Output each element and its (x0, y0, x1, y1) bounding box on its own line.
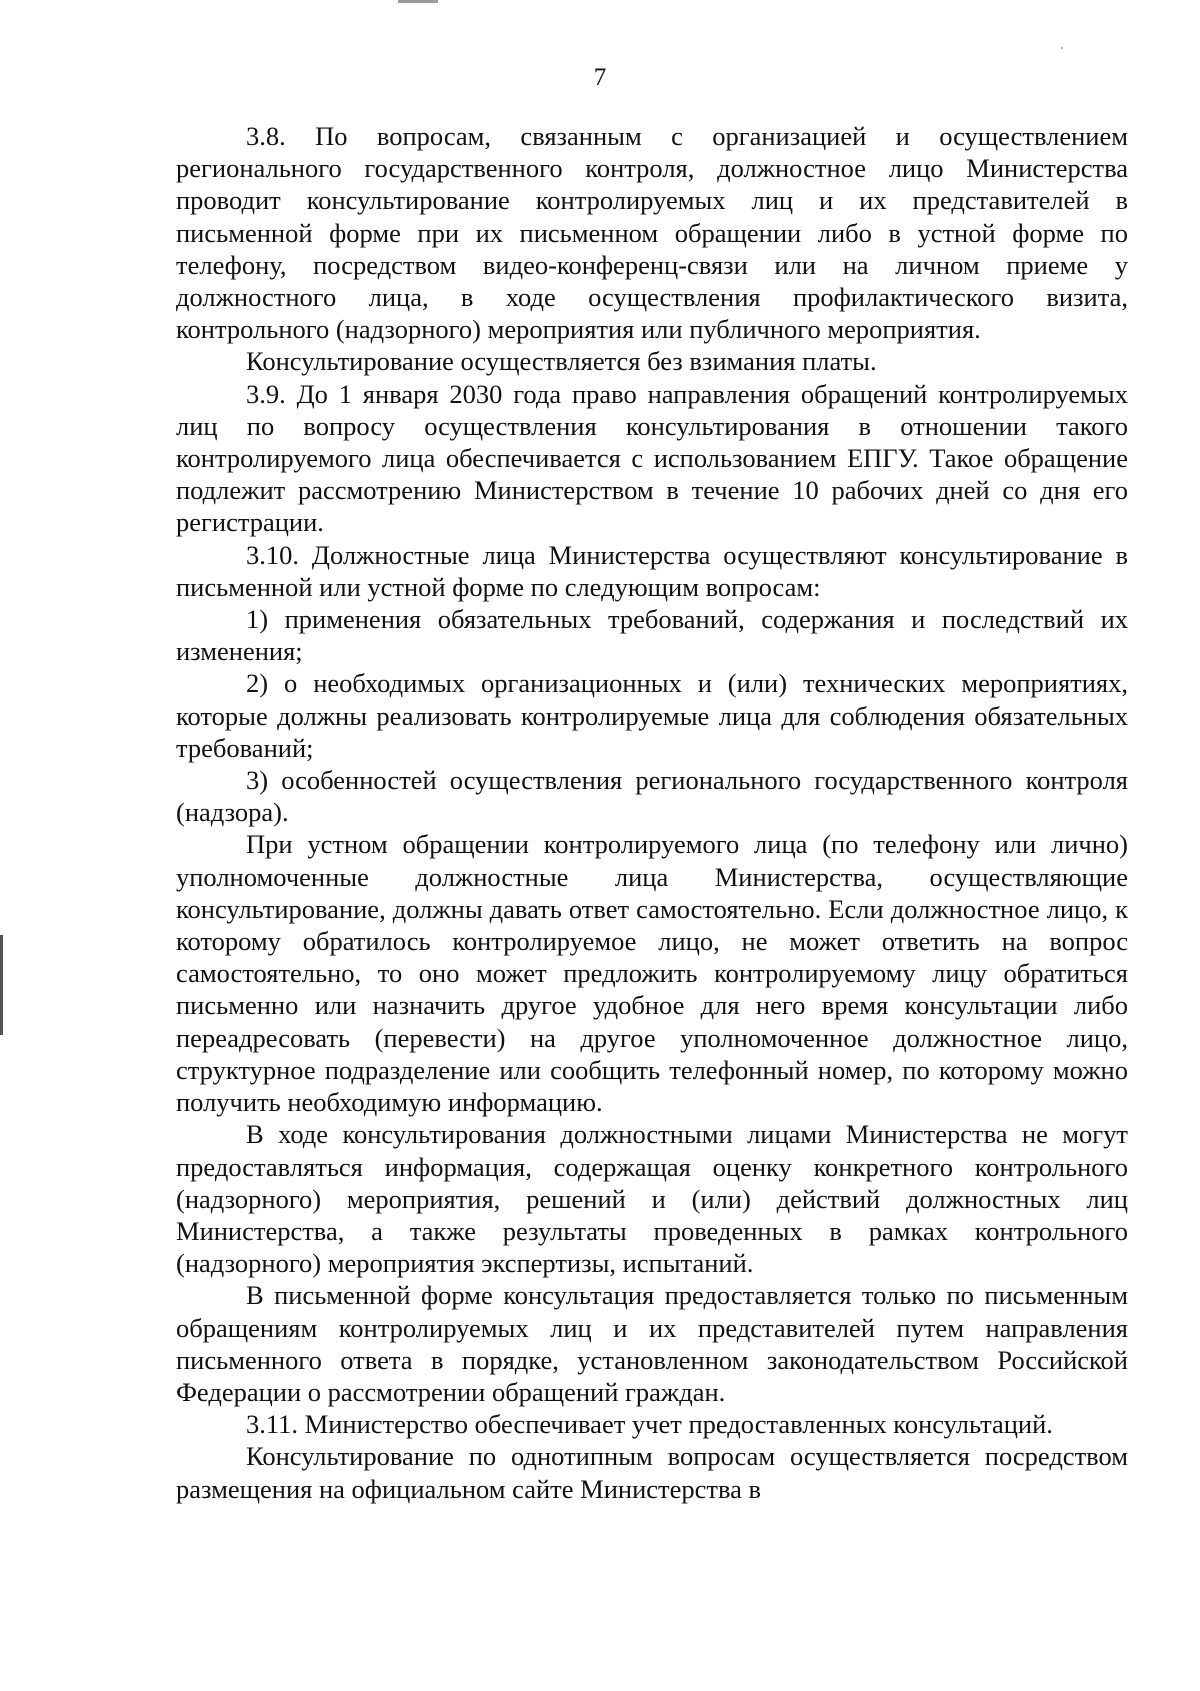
paragraph-consultation-limits: В ходе консультирования должностными лицами Министерства не могут предоставляться информация, содержащая оценку конкретного контрольного (надзорного) мероприятия, решений и (или) действий должностных лиц Министерства, а также результаты проведенных в рамках контрольного (надзорного) мероприятия экспертизы, испытаний. (176, 1119, 1128, 1279)
document-body (176, 120, 1128, 1505)
scan-edge-mark (398, 0, 438, 3)
list-item-2: 2) о необходимых организационных и (или) технических мероприятиях, которые должны реализовать контролируемые лица для соблюдения обязательных требований; (176, 668, 1128, 763)
paragraph-consultation-free: Консультирование осуществляется без взимания платы. (246, 346, 877, 377)
paragraph-same-type-questions: Консультирование по однотипным вопросам осуществляется посредством размещения на официальном сайте Министерства в (176, 1441, 1128, 1504)
paragraph-3-8: 3.8. По вопросам, связанным с организацией и осуществлением регионального государственного контроля, должностное лицо Министерства проводит консультирование контролируемых лиц и их представителей в письменной форме при их письменном обращении либо в устной форме по телефону, посредством видео-конференц-связи или на личном приеме у должностного лица, в ходе осуществления профилактического визита, контрольного (надзорного) мероприятия или публичного мероприятия. (176, 121, 1128, 345)
scan-binding-mark (0, 935, 3, 1035)
page-number: 7 (593, 64, 607, 91)
paragraph-3-9: 3.9. До 1 января 2030 года право направления обращений контролируемых лиц по вопросу осуществления консультирования в отношении такого контролируемого лица обеспечивается с использованием ЕПГУ. Такое обращение подлежит рассмотрению Министерством в течение 10 рабочих дней со дня его регистрации. (176, 378, 1128, 538)
paragraph-3-11: 3.11. Министерство обеспечивает учет предоставленных консультаций. (246, 1409, 1053, 1440)
paragraph-3-10: 3.10. Должностные лица Министерства осуществляют консультирование в письменной или устной форме по следующим вопросам: (176, 539, 1128, 602)
paragraph-oral-request: При устном обращении контролируемого лица (по телефону или лично) уполномоченные должностные лица Министерства, осуществляющие консультирование, должны давать ответ самостоятельно. Если должностное лицо, к которому обратилось контролируемое лицо, не может ответить на вопрос самостоятельно, то оно может предложить контролируемому лицу обратиться письменно или назначить другое удобное для него время консультации либо переадресовать (перевести) на другое уполномоченное должностное лицо, структурное подразделение или сообщить телефонный номер, по которому можно получить необходимую информацию. (176, 829, 1128, 1118)
list-item-3: 3) особенностей осуществления регионального государственного контроля (надзора). (176, 765, 1128, 828)
list-item-1: 1) применения обязательных требований, содержания и последствий их изменения; (176, 604, 1128, 667)
paragraph-written-consultation: В письменной форме консультация предоставляется только по письменным обращениям контролируемых лиц и их представителей путем направления письменного ответа в порядке, установленном законодательством Российской Федерации о рассмотрении обращений граждан. (176, 1280, 1128, 1407)
scan-speck (1061, 47, 1063, 49)
